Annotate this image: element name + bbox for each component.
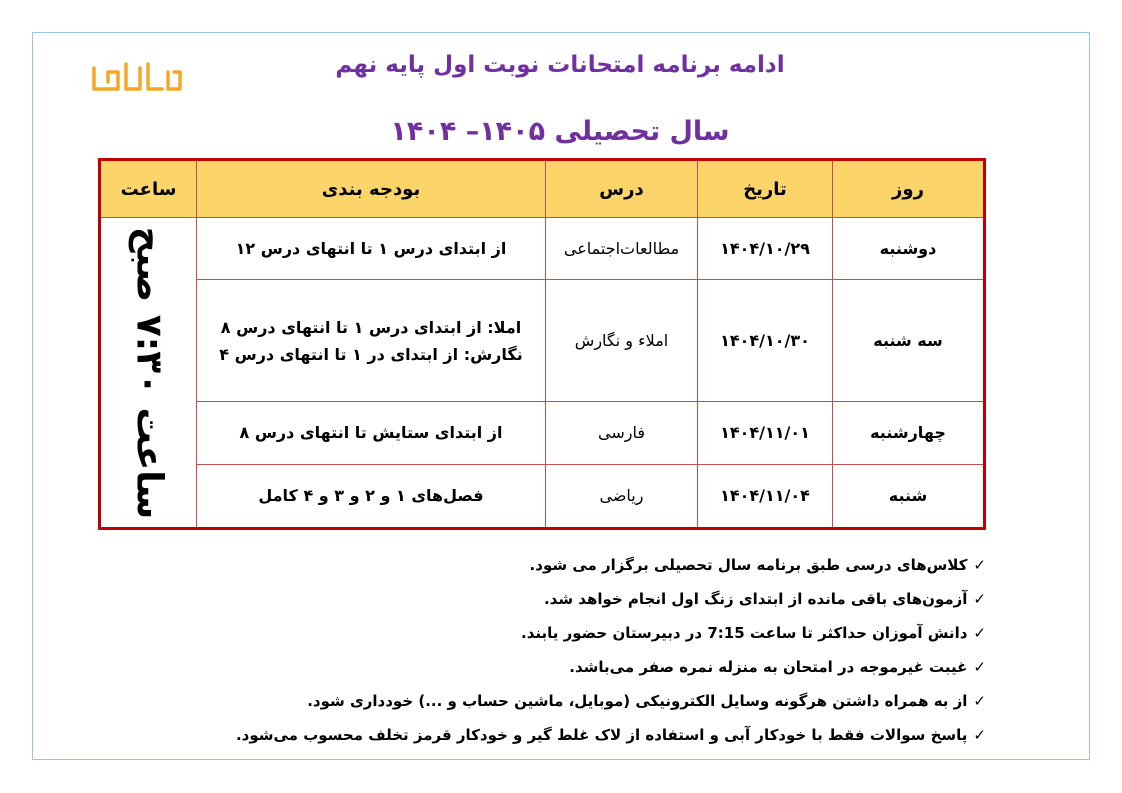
- notes-list: [226, 548, 986, 752]
- header-hour: ساعت: [100, 160, 197, 218]
- list-item: [226, 684, 986, 718]
- check-icon: ✓: [973, 624, 986, 642]
- school-logo-icon: [88, 58, 184, 98]
- budget-line: املا: از ابتدای درس ۱ تا انتهای درس ۸: [220, 317, 522, 337]
- check-icon: ✓: [973, 692, 986, 710]
- academic-year: سال تحصیلی ۱۴۰۵– ۱۴۰۴: [390, 116, 730, 147]
- hour-cell: [100, 218, 197, 529]
- row-day: دوشنبه: [833, 218, 985, 280]
- row-budget: [197, 218, 546, 280]
- row-budget: [197, 464, 546, 528]
- list-item: [226, 548, 986, 582]
- row-subject: ریاضی: [546, 464, 698, 528]
- table-header-row: [100, 160, 985, 218]
- row-subject: مطالعات‌اجتماعی: [546, 218, 698, 280]
- check-icon: ✓: [973, 658, 986, 676]
- row-date: ۱۴۰۴/۱۰/۳۰: [698, 280, 833, 402]
- exam-schedule-table: [98, 158, 986, 530]
- row-budget: [197, 280, 546, 402]
- row-date: ۱۴۰۴/۱۱/۰۴: [698, 464, 833, 528]
- list-item: [226, 582, 986, 616]
- header-date: تاریخ: [698, 160, 833, 218]
- row-day: شنبه: [833, 464, 985, 528]
- budget-line: از ابتدای درس ۱ تا انتهای درس ۱۲: [235, 239, 507, 258]
- list-item: [226, 718, 986, 752]
- page-title: ادامه برنامه امتحانات نوبت اول پایه نهم: [335, 52, 785, 78]
- budget-line: از ابتدای ستایش تا انتهای درس ۸: [239, 423, 503, 443]
- header-day: روز: [833, 160, 985, 218]
- budget-line: نگارش: از ابتدای در ۱ تا انتهای درس ۴: [219, 344, 523, 364]
- check-icon: ✓: [973, 726, 986, 744]
- row-subject: املاء و نگارش: [546, 280, 698, 402]
- row-day: چهارشنبه: [833, 402, 985, 464]
- budget-line: فصل‌های ۱ و ۲ و ۳ و ۴ کامل: [258, 486, 484, 506]
- table-row: [100, 402, 985, 464]
- row-date: ۱۴۰۴/۱۰/۲۹: [698, 218, 833, 280]
- list-item: [226, 650, 986, 684]
- note-text: غیبت غیرموجه در امتحان به منزله نمره صفر می‌باشد.: [569, 658, 968, 676]
- list-item: [226, 616, 986, 650]
- note-text: دانش آموزان حداکثر تا ساعت 7:15 در دبیرستان حضور یابند.: [521, 624, 968, 642]
- row-subject: فارسی: [546, 402, 698, 464]
- note-text: کلاس‌های درسی طبق برنامه سال تحصیلی برگزار می شود.: [529, 556, 968, 574]
- row-day: سه شنبه: [833, 280, 985, 402]
- header-budget: بودجه بندی: [197, 160, 546, 218]
- note-text: پاسخ سوالات فقط با خودکار آبی و استفاده از لاک غلط گیر و خودکار قرمز تخلف محسوب می‌شود.: [235, 726, 968, 744]
- check-icon: ✓: [973, 556, 986, 574]
- check-icon: ✓: [973, 590, 986, 608]
- note-text: از به همراه داشتن هرگونه وسایل الکترونیکی (موبایل، ماشین حساب و ...) خودداری شود.: [307, 692, 968, 710]
- row-date: ۱۴۰۴/۱۱/۰۱: [698, 402, 833, 464]
- row-budget: [197, 402, 546, 464]
- table-row: [100, 280, 985, 402]
- table-row: [100, 218, 985, 280]
- table-row: [100, 464, 985, 528]
- note-text: آزمون‌های باقی مانده از ابتدای زنگ اول انجام خواهد شد.: [543, 590, 968, 608]
- exam-hour: ساعت ۷:۳۰ صبح: [128, 226, 169, 519]
- header-subject: درس: [546, 160, 698, 218]
